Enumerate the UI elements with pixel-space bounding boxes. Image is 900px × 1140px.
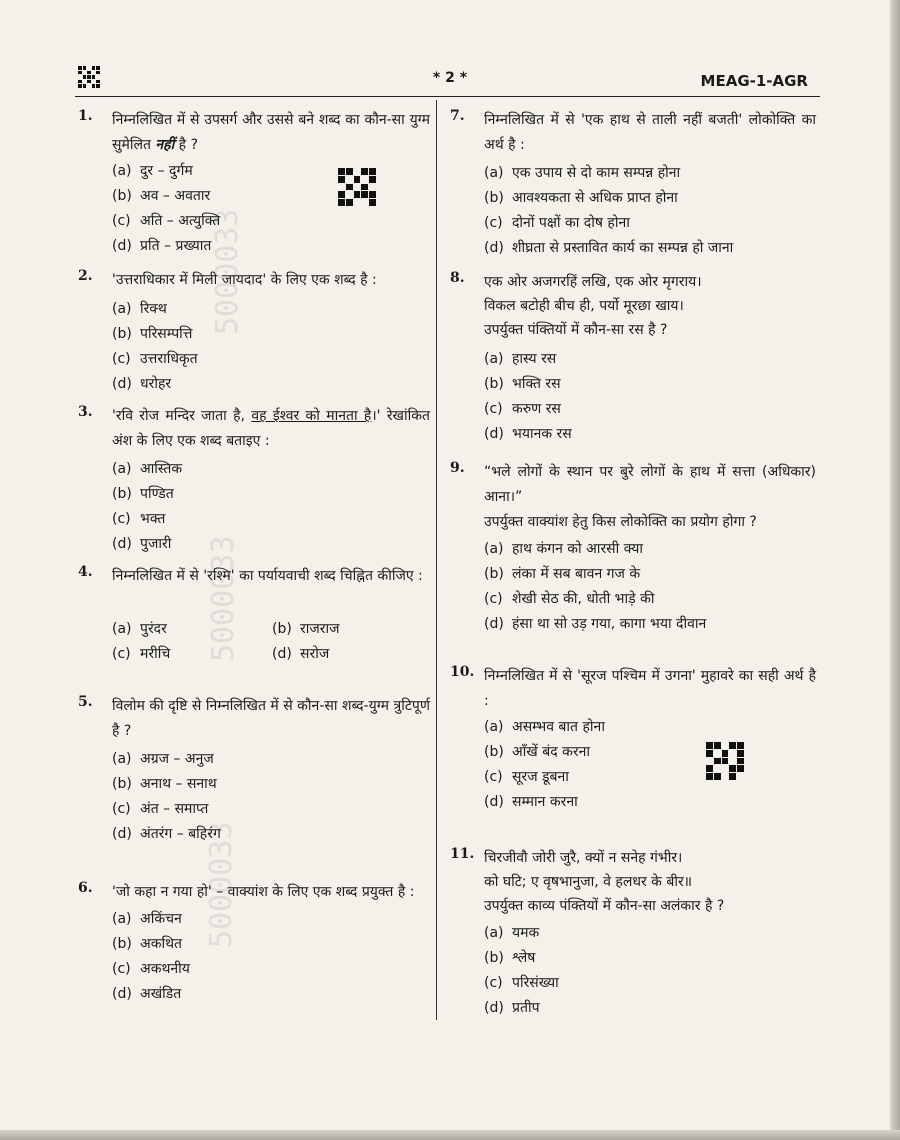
option[interactable] — [484, 995, 540, 1021]
option-text: अकथनीय — [140, 961, 190, 977]
option-text: भक्त — [140, 511, 166, 527]
option[interactable] — [484, 920, 539, 946]
column-divider — [436, 100, 437, 1020]
question-number: 1. — [78, 108, 93, 124]
watermark: 5000033 — [204, 821, 239, 948]
question-text-emphasis: नहीं — [155, 137, 175, 153]
scan-edge — [0, 1130, 900, 1140]
option-text: अनाथ – सनाथ — [140, 776, 217, 792]
option-label: (b) — [112, 936, 132, 952]
option-text: भयानक रस — [512, 426, 572, 442]
question-number: 10. — [450, 664, 475, 680]
option[interactable] — [484, 235, 733, 261]
option-label: (b) — [484, 566, 504, 582]
option-text: अंतरंग – बहिरंग — [140, 826, 221, 842]
option-text: असम्भव बात होना — [512, 719, 605, 735]
option-text: अंत – समाप्त — [140, 801, 209, 817]
option[interactable] — [484, 611, 706, 637]
question-text: 'उत्तराधिकार में मिली जायदाद' के लिए एक शब्द है : — [112, 272, 377, 288]
option-text: दुर – दुर्गम — [140, 163, 193, 179]
option[interactable] — [112, 931, 182, 957]
option-text: पुरंदर — [140, 621, 167, 637]
option-label: (c) — [112, 351, 131, 367]
option[interactable] — [484, 945, 535, 971]
option-label: (d) — [112, 238, 132, 254]
option-label: (a) — [484, 351, 504, 367]
option-text: यमक — [512, 925, 540, 941]
option-label: (a) — [484, 165, 504, 181]
option[interactable] — [112, 346, 198, 372]
verse-line: विकल बटोही बीच ही, पर्यो मूरछा खाय। — [484, 298, 684, 314]
option[interactable] — [112, 531, 171, 557]
option[interactable] — [484, 160, 680, 186]
verse-line: को घटि; ए वृषभानुजा, वे हलधर के बीर॥ — [484, 874, 693, 890]
option[interactable] — [272, 641, 329, 667]
option-text: एक उपाय से दो काम सम्पन्न होना — [512, 165, 681, 181]
question-text-part: ।' रेखांकित अंश के लिए एक शब्द बताइए : — [112, 408, 430, 449]
question-text: विलोम की दृष्टि से निम्नलिखित में से कौन-सा शब्द-युग्म त्रुटिपूर्ण है ? — [112, 698, 430, 739]
option[interactable] — [112, 956, 190, 982]
paper-code: MEAG-1-AGR — [700, 72, 808, 90]
option[interactable] — [112, 796, 208, 822]
option-label: (c) — [484, 975, 503, 991]
option-label: (a) — [484, 719, 504, 735]
question-text-part: निम्नलिखित में से उपसर्ग और उससे बने शब्द का कौन-सा युग्म सुमेलित — [112, 112, 430, 153]
question-number: 7. — [450, 108, 465, 124]
qr-code-icon — [338, 168, 376, 206]
option-label: (d) — [484, 426, 504, 442]
question-text: उपर्युक्त वाक्यांश हेतु किस लोकोक्ति का प्रयोग होगा ? — [484, 514, 757, 530]
option-label: (a) — [112, 621, 132, 637]
option[interactable] — [112, 821, 221, 847]
option[interactable] — [484, 210, 630, 236]
option-text: परिसम्पत्ति — [140, 326, 193, 342]
question-text: उपर्युक्त पंक्तियों में कौन-सा रस है ? — [484, 322, 668, 338]
question-text-part: है ? — [174, 137, 198, 153]
option-text: अखंडित — [140, 986, 182, 1002]
option-text: राजराज — [300, 621, 340, 637]
option[interactable] — [484, 371, 561, 397]
question-text: 'जो कहा न गया हो' – वाक्यांश के लिए एक शब्द प्रयुक्त है : — [112, 884, 415, 900]
option[interactable] — [484, 970, 559, 996]
option[interactable] — [484, 789, 578, 815]
option-label: (a) — [112, 163, 132, 179]
option-label: (c) — [112, 511, 131, 527]
question-text: उपर्युक्त काव्य पंक्तियों में कौन-सा अलंकार है ? — [484, 898, 725, 914]
option-text: पुजारी — [140, 536, 172, 552]
option-label: (d) — [112, 536, 132, 552]
option-text: हास्य रस — [512, 351, 557, 367]
option[interactable] — [484, 536, 643, 562]
option[interactable] — [112, 906, 182, 932]
option-label: (d) — [484, 1000, 504, 1016]
question-text-part: 'रवि रोज मन्दिर जाता है, — [112, 408, 252, 424]
underlined-text: वह ईश्वर को मानता है — [251, 408, 372, 424]
question-number: 5. — [78, 694, 93, 710]
option[interactable] — [112, 183, 210, 209]
option-label: (a) — [112, 301, 132, 317]
option-label: (d) — [112, 986, 132, 1002]
question-text: निम्नलिखित में से 'एक हाथ से ताली नहीं बजती' लोकोक्ति का अर्थ है : — [484, 112, 816, 153]
question-number: 8. — [450, 270, 465, 286]
option-text: पण्डित — [140, 486, 174, 502]
option-label: (b) — [484, 376, 504, 392]
option-label: (a) — [112, 751, 132, 767]
question-number: 9. — [450, 460, 465, 476]
option-text: मरीचि — [140, 646, 171, 662]
option[interactable] — [112, 208, 220, 234]
option[interactable] — [112, 371, 171, 397]
option-label: (c) — [112, 961, 131, 977]
option[interactable] — [112, 158, 193, 184]
option-label: (a) — [112, 911, 132, 927]
option[interactable] — [484, 714, 605, 740]
option-label: (c) — [112, 801, 131, 817]
option-label: (d) — [484, 616, 504, 632]
question-number: 3. — [78, 404, 93, 420]
option[interactable] — [112, 481, 174, 507]
option-text: प्रतीप — [512, 1000, 540, 1016]
option-text: लंका में सब बावन गज के — [512, 566, 641, 582]
option-text: अकिंचन — [140, 911, 182, 927]
option-text: प्रति – प्रख्यात — [140, 238, 212, 254]
option-label: (a) — [112, 461, 132, 477]
option-text: धरोहर — [140, 376, 172, 392]
header-rule — [75, 96, 820, 97]
option-label: (c) — [112, 213, 131, 229]
question-text: निम्नलिखित में से 'सूरज पश्चिम में उगना' मुहावरे का सही अर्थ है : — [484, 668, 816, 709]
question-text: निम्नलिखित में से 'रश्मि' का पर्यायवाची शब्द चिह्नित कीजिए : — [112, 568, 423, 584]
option-label: (b) — [112, 326, 132, 342]
question-number: 11. — [450, 846, 475, 862]
option-text: शीघ्रता से प्रस्तावित कार्य का सम्पन्न हो जाना — [512, 240, 734, 256]
option[interactable] — [112, 981, 181, 1007]
option[interactable] — [484, 561, 640, 587]
option[interactable] — [112, 641, 170, 667]
option-label: (b) — [112, 188, 132, 204]
option-text: आँखें बंद करना — [512, 744, 590, 760]
qr-code-icon — [78, 66, 100, 88]
option-label: (c) — [112, 646, 131, 662]
option[interactable] — [484, 346, 556, 372]
option[interactable] — [484, 764, 569, 790]
option[interactable] — [112, 321, 193, 347]
question-number: 4. — [78, 564, 93, 580]
option-label: (d) — [112, 376, 132, 392]
option-label: (b) — [484, 950, 504, 966]
option-label: (c) — [484, 591, 503, 607]
question-number: 2. — [78, 268, 93, 284]
option-label: (b) — [272, 621, 292, 637]
option[interactable] — [484, 586, 654, 612]
option-text: आस्तिक — [140, 461, 183, 477]
option-label: (b) — [484, 190, 504, 206]
option-text: अग्रज – अनुज — [140, 751, 214, 767]
option-label: (c) — [484, 215, 503, 231]
option[interactable] — [484, 739, 590, 765]
option[interactable] — [112, 771, 217, 797]
option-text: दोनों पक्षों का दोष होना — [512, 215, 630, 231]
option-label: (d) — [484, 794, 504, 810]
option-label: (c) — [484, 401, 503, 417]
question-number: 6. — [78, 880, 93, 896]
option-text: सरोज — [300, 646, 330, 662]
option-text: अति – अत्युक्ति — [140, 213, 221, 229]
verse-line: चिरजीवौ जोरी जुरै, क्यों न सनेह गंभीर। — [484, 850, 683, 866]
question-text — [112, 404, 430, 454]
option[interactable] — [484, 185, 678, 211]
watermark: 5000033 — [206, 535, 241, 662]
option-label: (b) — [484, 744, 504, 760]
option-text: रिक्थ — [140, 301, 167, 317]
question-text — [112, 108, 430, 158]
option-text: उत्तराधिकृत — [140, 351, 198, 367]
option-text: हंसा था सो उड़ गया, कागा भया दीवान — [512, 616, 707, 632]
scan-edge — [890, 0, 900, 1140]
option[interactable] — [272, 616, 339, 642]
option-label: (d) — [272, 646, 292, 662]
option-text: भक्ति रस — [512, 376, 561, 392]
option[interactable] — [112, 296, 167, 322]
option-text: श्लेष — [512, 950, 536, 966]
option-text: अकथित — [140, 936, 182, 952]
option-label: (a) — [484, 925, 504, 941]
option-text: शेखी सेठ की, धोती भाड़े की — [512, 591, 655, 607]
option[interactable] — [484, 421, 572, 447]
option[interactable] — [112, 746, 214, 772]
option[interactable] — [484, 396, 561, 422]
option[interactable] — [112, 616, 167, 642]
option-text: आवश्यकता से अधिक प्राप्त होना — [512, 190, 678, 206]
option-label: (d) — [484, 240, 504, 256]
option-text: करुण रस — [512, 401, 561, 417]
option-label: (d) — [112, 826, 132, 842]
option-text: सम्मान करना — [512, 794, 578, 810]
watermark: 5000033 — [210, 208, 245, 335]
qr-code-icon — [706, 742, 744, 780]
question-text: “भले लोगों के स्थान पर बुरे लोगों के हाथ में सत्ता (अधिकार) आना।” — [484, 464, 816, 505]
option-label: (a) — [484, 541, 504, 557]
option[interactable] — [112, 506, 165, 532]
page-number: * 2 * — [432, 70, 468, 86]
option-text: सूरज डूबना — [512, 769, 569, 785]
verse-line: एक ओर अजगरहिं लखि, एक ओर मृगराय। — [484, 274, 702, 290]
option-text: हाथ कंगन को आरसी क्या — [512, 541, 643, 557]
option[interactable] — [112, 233, 211, 259]
option-label: (c) — [484, 769, 503, 785]
option-text: परिसंख्या — [512, 975, 559, 991]
option-text: अव – अवतार — [140, 188, 211, 204]
option-label: (b) — [112, 776, 132, 792]
option-label: (b) — [112, 486, 132, 502]
option[interactable] — [112, 456, 182, 482]
